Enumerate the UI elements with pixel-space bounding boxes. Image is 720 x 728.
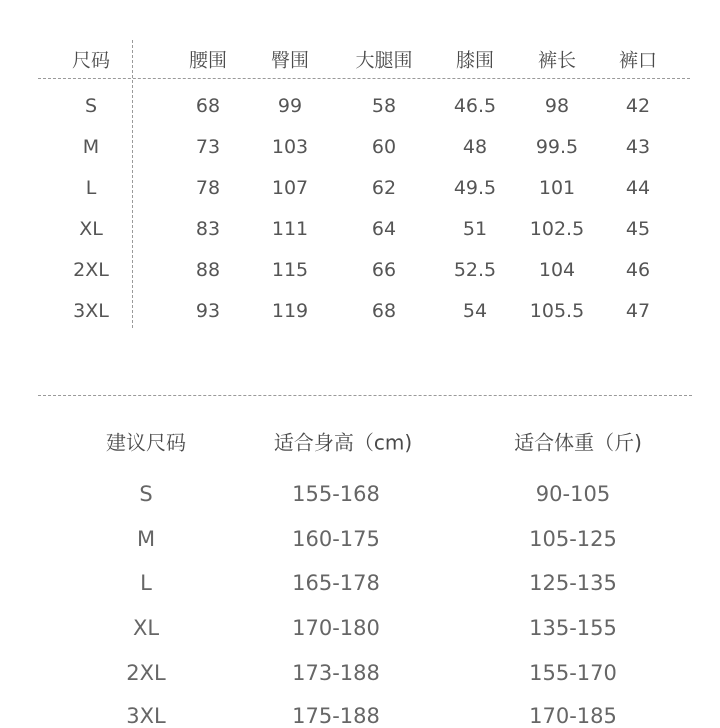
table-cell: 83 — [195, 218, 221, 240]
size-label: M — [82, 136, 100, 158]
weight-range: 170-185 — [529, 704, 617, 728]
size-label: 3XL — [73, 300, 109, 322]
weight-range: 125-135 — [529, 571, 617, 595]
weight-range: 155-170 — [529, 661, 617, 685]
table-cell: 93 — [195, 300, 221, 322]
table-cell: 49.5 — [453, 177, 497, 199]
table-cell: 102.5 — [529, 218, 585, 240]
size-label: S — [139, 482, 153, 506]
table-cell: 54 — [462, 300, 488, 322]
weight-range: 105-125 — [529, 527, 617, 551]
table-cell: 51 — [462, 218, 488, 240]
table-cell: 99.5 — [535, 136, 579, 158]
header-divider — [38, 78, 690, 79]
table-cell: 60 — [371, 136, 397, 158]
table-cell: 44 — [625, 177, 651, 199]
column-divider — [132, 40, 133, 328]
table-cell: 64 — [371, 218, 397, 240]
header-recommended-size: 建议尺码 — [106, 430, 186, 455]
size-label: 2XL — [73, 259, 109, 281]
table-cell: 107 — [271, 177, 309, 199]
table-cell: 46.5 — [453, 95, 497, 117]
table-cell: 119 — [271, 300, 309, 322]
table-cell: 103 — [271, 136, 309, 158]
size-label: L — [140, 571, 152, 595]
table-cell: 66 — [371, 259, 397, 281]
section-divider — [38, 395, 692, 396]
table-cell: 47 — [625, 300, 651, 322]
header-weight: 适合体重（斤) — [514, 430, 642, 455]
header-thigh: 大腿围 — [355, 49, 413, 72]
size-label: L — [85, 177, 97, 199]
table-cell: 73 — [195, 136, 221, 158]
table-cell: 105.5 — [529, 300, 585, 322]
height-range: 173-188 — [292, 661, 380, 685]
table-cell: 98 — [544, 95, 570, 117]
table-cell: 99 — [277, 95, 303, 117]
header-knee: 膝围 — [455, 49, 495, 72]
header-hem: 裤口 — [618, 49, 658, 72]
table-cell: 88 — [195, 259, 221, 281]
table-cell: 62 — [371, 177, 397, 199]
table-cell: 111 — [271, 218, 309, 240]
header-length: 裤长 — [537, 49, 577, 72]
height-range: 170-180 — [292, 616, 380, 640]
table-cell: 104 — [538, 259, 576, 281]
header-hip: 臀围 — [270, 49, 310, 72]
header-size: 尺码 — [71, 49, 111, 72]
weight-range: 135-155 — [529, 616, 617, 640]
table-cell: 101 — [538, 177, 576, 199]
table-cell: 78 — [195, 177, 221, 199]
height-range: 155-168 — [292, 482, 380, 506]
header-height: 适合身高（cm) — [273, 430, 413, 455]
table-cell: 43 — [625, 136, 651, 158]
size-label: 2XL — [126, 661, 166, 685]
weight-range: 90-105 — [535, 482, 611, 506]
table-cell: 115 — [271, 259, 309, 281]
height-range: 160-175 — [292, 527, 380, 551]
table-cell: 52.5 — [453, 259, 497, 281]
table-cell: 68 — [371, 300, 397, 322]
table-cell: 45 — [625, 218, 651, 240]
table-cell: 58 — [371, 95, 397, 117]
height-range: 165-178 — [292, 571, 380, 595]
header-waist: 腰围 — [188, 49, 228, 72]
height-range: 175-188 — [292, 704, 380, 728]
table-cell: 68 — [195, 95, 221, 117]
size-label: 3XL — [126, 704, 166, 728]
table-cell: 48 — [462, 136, 488, 158]
size-label: S — [84, 95, 98, 117]
size-label: XL — [132, 616, 160, 640]
size-label: XL — [79, 218, 103, 240]
size-label: M — [136, 527, 156, 551]
table-cell: 46 — [625, 259, 651, 281]
table-cell: 42 — [625, 95, 651, 117]
